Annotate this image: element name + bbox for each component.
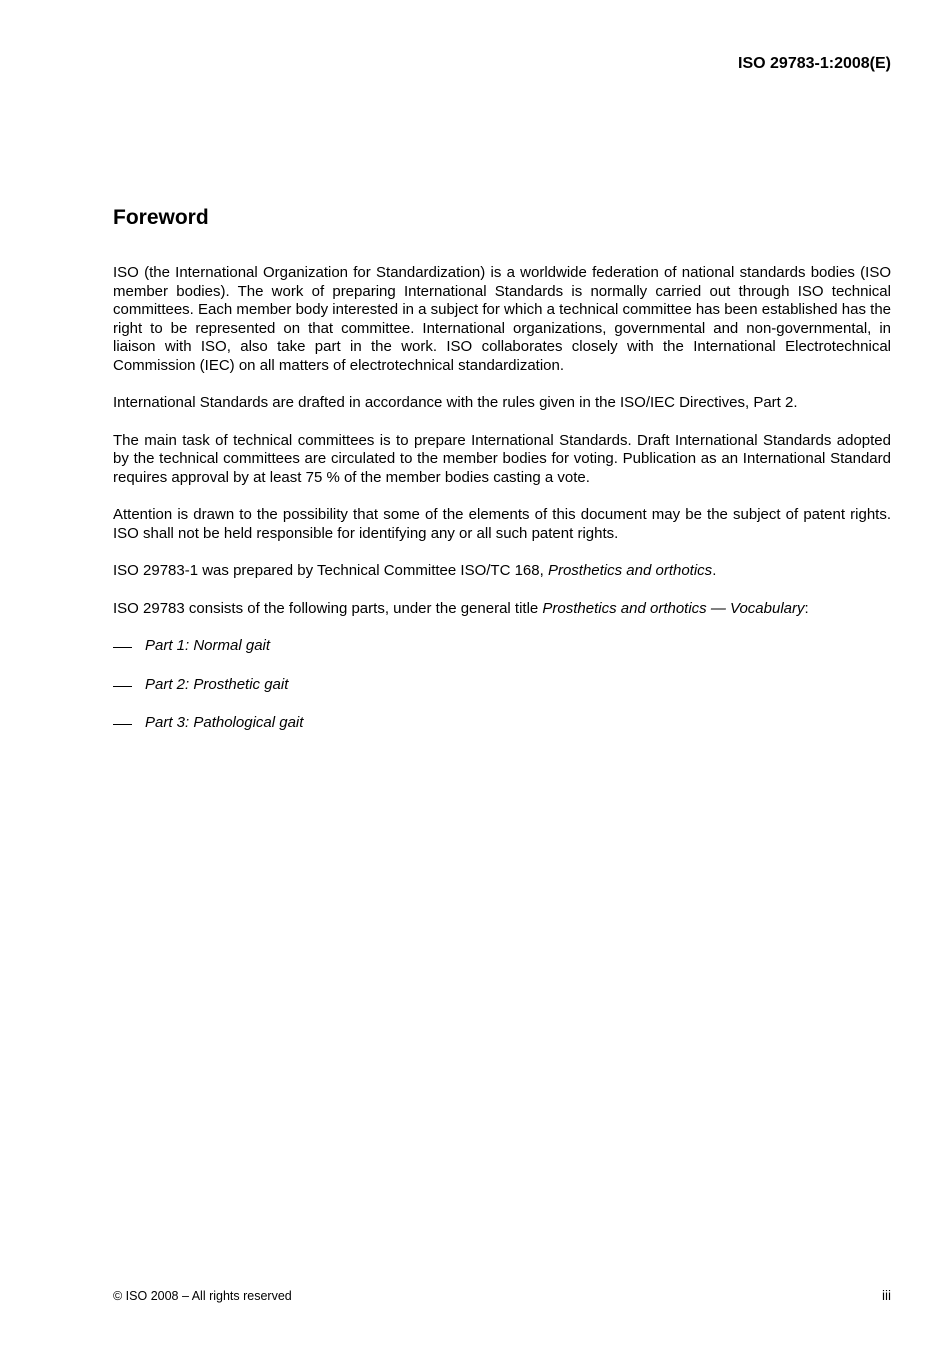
page-number: iii — [882, 1288, 891, 1303]
committee-text: ISO 29783-1 was prepared by Technical Committee ISO/TC 168, — [113, 562, 548, 579]
dash-icon — [113, 724, 132, 725]
list-item — [113, 714, 891, 733]
page-title: Foreword — [113, 206, 209, 229]
foreword-paragraph-1: ISO (the International Organization for Standardization) is a worldwide federation of national standards bodies (ISO member bodies). The work of preparing International Standards is normally carried out through ISO technical committees. Each member body interested in a subject for which a technical committee has been established has the right to be represented on that committee. International organizations, governmental and non-governmental, in liaison with ISO, also take part in the work. ISO collaborates closely with the International Electrotechnical Commission (IEC) on all matters of electrotechnical standardization. — [113, 264, 891, 374]
committee-suffix: . — [712, 562, 717, 579]
foreword-paragraph-3: The main task of technical committees is to prepare International Standards. Draft International Standards adopted by the technical committees are circulated to the member bodies for voting. Publication as an International Standard requires approval by at least 75 % of the member bodies casting a vote. — [113, 431, 891, 486]
foreword-paragraph-4: Attention is drawn to the possibility that some of the elements of this document may be the subject of patent rights. ISO shall not be held responsible for identifying any or all such patent rights. — [113, 506, 891, 542]
part-label: Part 2: Prosthetic gait — [145, 675, 289, 693]
part-label: Part 3: Pathological gait — [145, 714, 304, 731]
foreword-paragraph-2: International Standards are drafted in accordance with the rules given in the ISO/IEC Directives, Part 2. — [113, 394, 798, 411]
foreword-paragraph-6 — [113, 600, 891, 619]
part-label: Part 1: Normal gait — [145, 637, 271, 654]
copyright-notice: © ISO 2008 – All rights reserved — [113, 1289, 292, 1303]
foreword-paragraph-5 — [113, 562, 891, 581]
document-id-header: ISO 29783-1:2008(E) — [738, 55, 891, 72]
committee-title: Prosthetics and orthotics — [547, 562, 713, 579]
list-item — [113, 637, 891, 656]
parts-intro-text: ISO 29783 consists of the following parts, under the general title — [113, 599, 543, 617]
dash-icon — [113, 686, 132, 687]
list-item — [113, 676, 891, 695]
parts-intro-suffix: : — [804, 599, 809, 617]
general-title: Prosthetics and orthotics — Vocabulary — [542, 599, 805, 617]
dash-icon — [113, 647, 132, 648]
foreword-section — [113, 206, 891, 753]
parts-list — [113, 637, 891, 733]
